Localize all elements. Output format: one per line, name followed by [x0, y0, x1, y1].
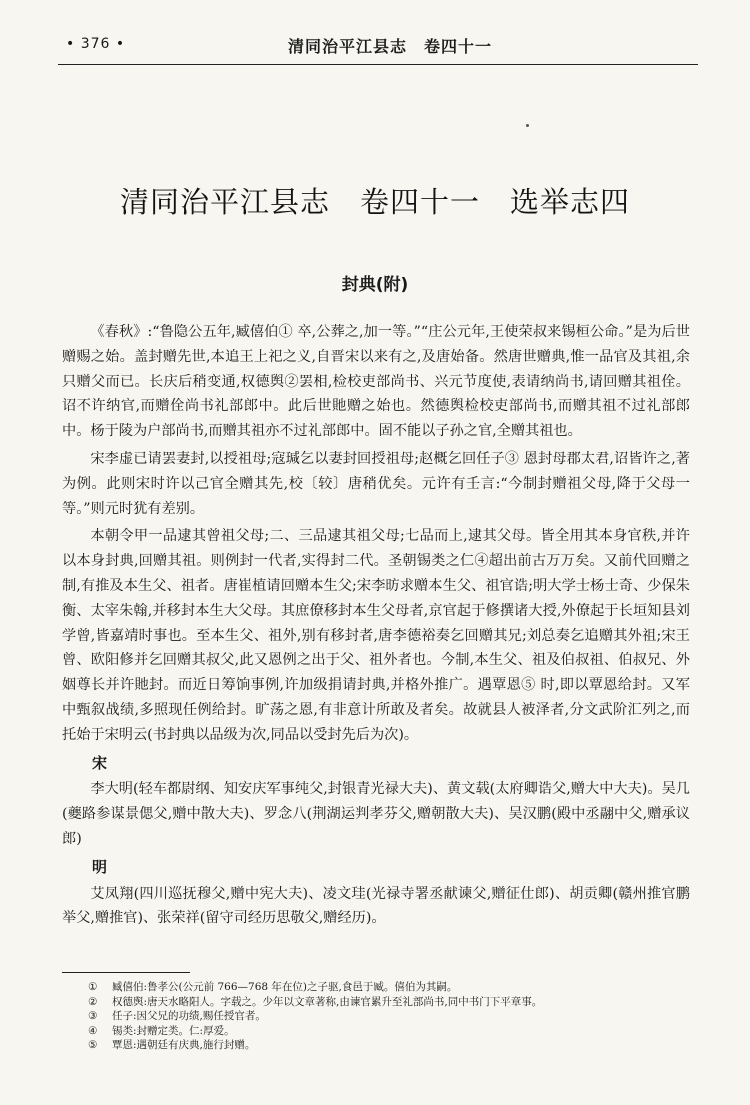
page-number: • 376 •	[66, 36, 126, 52]
chapter-title: 清同治平江县志 卷四十一 选举志四	[119, 185, 630, 219]
list-ming: 艾凤翔(四川巡抚穆父,赠中宪大夫)、凌文珪(光禄寺署丞献谏父,赠征仕郎)、胡贡卿(赣州推官鹏举父,赠推官)、张荣祥(留守司经历思敬父,赠经历)。	[62, 885, 690, 927]
footnotes	[88, 980, 688, 1053]
paragraph-2: 宋李虚已请罢妻封,以授祖母;寇瑊乞以妻封回授祖母;赵概乞回任子③ 恩封母郡太君,诏皆许之,著为例。此则宋时许以己官全赠其先,校〔较〕唐稍优矣。元许有壬言:“今制封赠祖父母,降于父母一等。”则元时犹有差别。	[62, 450, 690, 517]
footnote-mark: ①	[88, 981, 98, 993]
dynasty-heading-song: 宋	[92, 753, 108, 772]
footnote-mark: ②	[88, 995, 98, 1008]
footnote-rule	[62, 972, 190, 973]
footnote	[88, 980, 688, 995]
list-song: 李大明(轻车都尉纲、知安庆军事纯父,封银青光禄大夫)、黄文载(太府卿诰父,赠大中大夫)。吴几(夔路参谋景偲父,赠中散大夫)、罗念八(荆湖运判孝芬父,赠朝散大夫)、吴汉鹏(殿中丞翮中父,赠承议郎)	[62, 781, 690, 847]
footnote-text: 权德舆:唐天水略阳人。字载之。少年以文章著称,由谏官累升至礼部尚书,同中书门下平章事。	[112, 995, 543, 1008]
footnote-mark: ④	[88, 1024, 98, 1037]
running-title: 清同治平江县志 卷四十一	[288, 37, 493, 56]
scan-speck	[526, 124, 529, 127]
footnote	[88, 1024, 688, 1039]
dynasty-heading-ming: 明	[92, 857, 108, 876]
paragraph-1: 《春秋》:“鲁隐公五年,臧僖伯① 卒,公葬之,加一等。”“庄公元年,王使荣叔来锡桓公命。”是为后世赠赐之始。盖封赠先世,本追王上祀之义,自晋宋以来有之,及唐始备。然唐世赠典,惟一品官及其祖,余只赠父而已。长庆后稍变通,权德舆②罢相,检校吏部尚书、兴元节度使,表请纳尚书,请回赠其祖佺。诏不许纳官,而赠佺尚书礼部郎中。此后世貤赠之始也。然德舆检校吏部尚书,而赠其祖不过礼部郎中。杨于陵为户部尚书,而赠其祖亦不过礼部郎中。固不能以子孙之官,全赠其祖也。	[62, 324, 690, 440]
paragraph-3: 本朝令甲一品逮其曾祖父母;二、三品逮其祖父母;七品而上,逮其父母。皆全用其本身官秩,并许以本身封典,回赠其祖。则例封一代者,实得封二代。圣朝锡类之仁④超出前古万万矣。又前代回赠之制,有推及本生父、祖者。唐崔植请回赠本生父;宋李昉求赠本生父、祖官诰;明大学士杨士奇、少保朱衡、太宰朱翰,并移封本生大父母。其庶僚移封本生父母者,京官起于修撰诸大授,外僚起于长垣知县刘学曾,皆嘉靖时事也。至本生父、祖外,别有移封者,唐李德裕奏乞回赠其兄;刘总奏乞追赠其外祖;宋王曾、欧阳修并乞回赠其叔父,此又恩例之出于父、祖外者也。今制,本生父、祖及伯叔祖、伯叔兄、外姻尊长并许貤封。而近日筹饷事例,许加级捐请封典,并格外推广。遇覃恩⑤ 时,即以覃恩给封。又军中甄叙战绩,多照现任例给封。旷荡之恩,有非意计所敢及者矣。故就县人被泽者,分文武阶汇列之,而托始于宋明云(书封典以品级为次,同品以受封先后为次)。	[62, 528, 690, 743]
page-header	[58, 30, 698, 66]
footnote	[88, 1009, 688, 1024]
footnote-text: 覃恩:遇朝廷有庆典,施行封赠。	[112, 1039, 256, 1051]
footnote-text: 臧僖伯:鲁孝公(公元前 766—768 年在位)之子驱,食邑于臧。僖伯为其嗣。	[112, 981, 458, 993]
header-rule	[58, 64, 698, 65]
footnote	[88, 1038, 688, 1053]
footnote-text: 任子:因父兄的功绩,赐任授官者。	[112, 1010, 266, 1022]
footnote-mark: ③	[88, 1010, 98, 1022]
footnote-mark: ⑤	[88, 1039, 98, 1051]
footnote	[88, 995, 688, 1010]
body-text	[62, 320, 690, 934]
section-title: 封典(附)	[341, 275, 409, 295]
footnote-text: 锡类:封赠定类。仁:厚爱。	[112, 1024, 235, 1037]
